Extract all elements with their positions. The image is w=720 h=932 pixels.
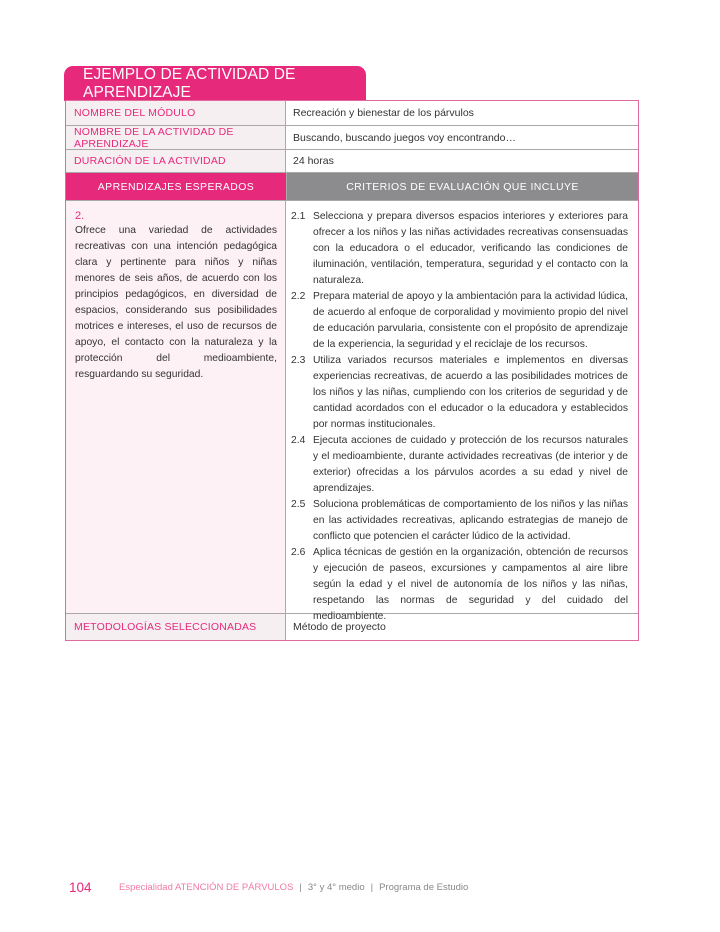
row-duracion bbox=[66, 150, 638, 173]
criterio-text: Prepara material de apoyo y la ambientación para la actividad lúdica, de acuerdo al enfoque de corporalidad y movimiento propio del nivel de educación parvularia, consistente con el propósito de aprendizaje de la experiencia, la seguridad y el reciclaje de los recursos. bbox=[313, 291, 628, 350]
criterio-number: 2.4 bbox=[291, 435, 306, 446]
page-footer bbox=[69, 878, 468, 896]
header-row bbox=[66, 173, 638, 201]
value-metodologias: Método de proyecto bbox=[293, 621, 386, 633]
value-duracion: 24 horas bbox=[293, 155, 334, 167]
footer-specialty: Especialidad ATENCIÓN DE PÁRVULOS bbox=[119, 881, 294, 893]
criterio-text: Ejecuta acciones de cuidado y protección de los recursos naturales y el medioambiente, durante actividades recreativas (de interior y de exterior) ofrecidas a los párvulos acordes a su edad y nivel de aprendizajes. bbox=[313, 435, 628, 494]
section-title-tab: EJEMPLO DE ACTIVIDAD DE APRENDIZAJE bbox=[64, 66, 366, 101]
page-number: 104 bbox=[69, 879, 92, 895]
label-modulo: NOMBRE DEL MÓDULO bbox=[66, 101, 286, 125]
criterio-item bbox=[291, 209, 628, 289]
aprendizaje-cell bbox=[66, 201, 286, 613]
activity-table bbox=[65, 100, 639, 641]
criterio-text: Selecciona y prepara diversos espacios interiores y exteriores para ofrecer a los niños y las niñas actividades recreativas consensuadas con la educadora o el educador, verificando las condiciones de iluminación, ventilación, temperatura, seguridad y el contacto con la naturaleza. bbox=[313, 211, 628, 286]
criterio-number: 2.6 bbox=[291, 547, 306, 558]
footer-separator: | bbox=[299, 881, 302, 893]
criterio-text: Soluciona problemáticas de comportamiento de los niños y las niñas en las actividades recreativas, aplicando estrategias de manejo de conflicto que potencien el carácter lúdico de la actividad. bbox=[313, 499, 628, 542]
label-actividad: NOMBRE DE LA ACTIVIDAD DE APRENDIZAJE bbox=[66, 126, 286, 149]
row-modulo bbox=[66, 101, 638, 126]
criterio-item bbox=[291, 545, 628, 625]
criterios-cell bbox=[286, 201, 638, 622]
criterio-item bbox=[291, 497, 628, 545]
row-actividad bbox=[66, 126, 638, 150]
criterio-number: 2.2 bbox=[291, 291, 306, 302]
row-metodologias bbox=[66, 614, 638, 640]
header-aprendizajes: APRENDIZAJES ESPERADOS bbox=[66, 173, 287, 200]
footer-separator: | bbox=[370, 881, 374, 893]
label-duracion: DURACIÓN DE LA ACTIVIDAD bbox=[66, 150, 286, 172]
criterio-text: Utiliza variados recursos materiales e implementos en diversas experiencias recreativas, de acuerdo a las posibilidades motrices de los niños y las niñas, cumpliendo con los criterios de seguridad y de cantidad acordados con el educador o la educadora y establecidos por normas institucionales. bbox=[313, 355, 628, 430]
criterio-number: 2.5 bbox=[291, 499, 306, 510]
value-modulo: Recreación y bienestar de los párvulos bbox=[293, 107, 474, 119]
footer-program: Programa de Estudio bbox=[379, 881, 469, 893]
label-metodologias: METODOLOGÍAS SELECCIONADAS bbox=[66, 614, 286, 640]
content-row bbox=[66, 201, 638, 622]
criterio-text: Aplica técnicas de gestión en la organización, obtención de recursos y ejecución de paseos, excursiones y campamentos al aire libre según la edad y el nivel de autonomía de los niños y las niñas, respetando las normas de seguridad y del cuidado del medioambiente. bbox=[313, 547, 628, 622]
criterio-item bbox=[291, 433, 628, 497]
aprendizaje-number: 2. bbox=[75, 210, 85, 222]
value-actividad: Buscando, buscando juegos voy encontrando… bbox=[293, 131, 516, 144]
criterio-item bbox=[291, 289, 628, 353]
footer-level: 3° y 4° medio bbox=[307, 881, 365, 893]
header-criterios: CRITERIOS DE EVALUACIÓN QUE INCLUYE bbox=[287, 173, 638, 200]
criterio-number: 2.3 bbox=[291, 355, 306, 366]
aprendizaje-text: Ofrece una variedad de actividades recreativas con una intención pedagógica clara y pertinente para niños y niñas menores de seis años, de acuerdo con los principios pedagógicos, en diversidad de espacios, considerando sus posibilidades motrices e intereses, el uso de recursos de apoyo, el contacto con la naturaleza y la protección del medioambiente, resguardando su seguridad. bbox=[75, 225, 277, 380]
criterio-item bbox=[291, 353, 628, 433]
criterio-number: 2.1 bbox=[291, 211, 306, 222]
